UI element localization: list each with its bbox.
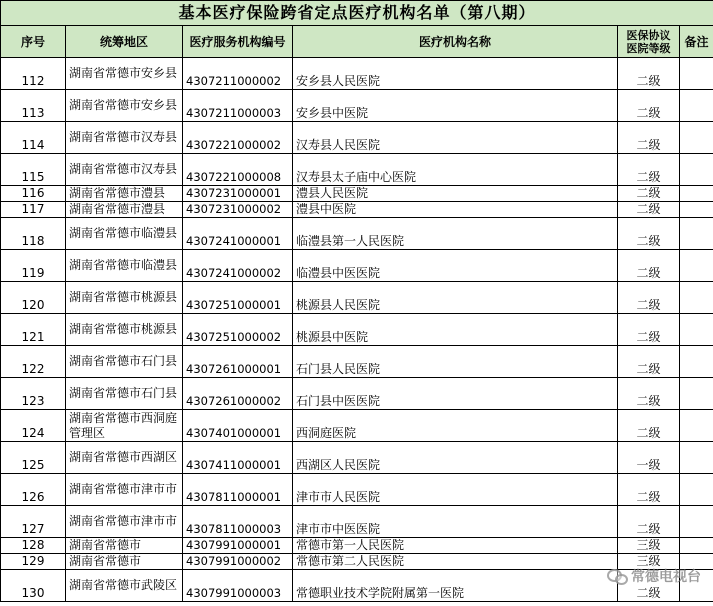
cell-code: 4307251000002 bbox=[183, 314, 293, 346]
cell-region: 湖南省常德市桃源县 bbox=[66, 314, 183, 346]
cell-name: 安乡县中医院 bbox=[293, 90, 618, 122]
cell-region: 湖南省常德市西洞庭管理区 bbox=[66, 410, 183, 442]
table-row bbox=[1, 410, 713, 442]
cell-note bbox=[680, 218, 713, 250]
cell-region: 湖南省常德市 bbox=[66, 538, 183, 554]
watermark-text: 常德电视台 bbox=[631, 569, 701, 585]
cell-region: 湖南省常德市石门县 bbox=[66, 346, 183, 378]
table-row bbox=[1, 154, 713, 186]
cell-name: 桃源县中医院 bbox=[293, 314, 618, 346]
cell-no: 121 bbox=[1, 314, 66, 346]
cell-code: 4307241000002 bbox=[183, 250, 293, 282]
cell-no: 119 bbox=[1, 250, 66, 282]
table-row bbox=[1, 122, 713, 154]
cell-no: 115 bbox=[1, 154, 66, 186]
title-row bbox=[1, 1, 713, 26]
cell-level: 二级 bbox=[618, 218, 680, 250]
cell-level: 二级 bbox=[618, 314, 680, 346]
cell-level: 二级 bbox=[618, 90, 680, 122]
cell-note bbox=[680, 538, 713, 554]
cell-level: 一级 bbox=[618, 442, 680, 474]
cell-code: 4307811000001 bbox=[183, 474, 293, 506]
cell-code: 4307211000002 bbox=[183, 58, 293, 90]
cell-no: 126 bbox=[1, 474, 66, 506]
cell-code: 4307261000002 bbox=[183, 378, 293, 410]
table-row bbox=[1, 58, 713, 90]
cell-level: 二级 bbox=[618, 378, 680, 410]
cell-code: 4307221000002 bbox=[183, 122, 293, 154]
cell-level: 二级 bbox=[618, 506, 680, 538]
cell-note bbox=[680, 410, 713, 442]
cell-no: 130 bbox=[1, 570, 66, 602]
cell-level: 三级 bbox=[618, 538, 680, 554]
cell-name: 临澧县中医医院 bbox=[293, 250, 618, 282]
cell-level: 二级 bbox=[618, 410, 680, 442]
cell-no: 118 bbox=[1, 218, 66, 250]
cell-no: 127 bbox=[1, 506, 66, 538]
table-row bbox=[1, 474, 713, 506]
cell-name: 桃源县人民医院 bbox=[293, 282, 618, 314]
table-row bbox=[1, 378, 713, 410]
cell-code: 4307241000001 bbox=[183, 218, 293, 250]
cell-note bbox=[680, 474, 713, 506]
cell-region: 湖南省常德市 bbox=[66, 554, 183, 570]
cell-name: 常德市第一人民医院 bbox=[293, 538, 618, 554]
cell-level: 二级 bbox=[618, 250, 680, 282]
cell-code: 4307991000002 bbox=[183, 554, 293, 570]
cell-no: 124 bbox=[1, 410, 66, 442]
cell-code: 4307811000003 bbox=[183, 506, 293, 538]
cell-name: 临澧县第一人民医院 bbox=[293, 218, 618, 250]
cell-name: 西洞庭医院 bbox=[293, 410, 618, 442]
header-level-line2: 医院等级 bbox=[626, 41, 671, 55]
cell-region: 湖南省常德市桃源县 bbox=[66, 282, 183, 314]
header-level bbox=[618, 26, 680, 58]
cell-note bbox=[680, 202, 713, 218]
cell-no: 117 bbox=[1, 202, 66, 218]
table-row bbox=[1, 570, 713, 602]
cell-name: 澧县人民医院 bbox=[293, 186, 618, 202]
cell-code: 4307991000001 bbox=[183, 538, 293, 554]
header-no: 序号 bbox=[1, 26, 66, 58]
cell-no: 116 bbox=[1, 186, 66, 202]
cell-region: 湖南省常德市津市市 bbox=[66, 474, 183, 506]
header-row bbox=[1, 26, 713, 58]
cell-name: 津市市中医医院 bbox=[293, 506, 618, 538]
cell-note bbox=[680, 442, 713, 474]
cell-name: 安乡县人民医院 bbox=[293, 58, 618, 90]
cell-no: 120 bbox=[1, 282, 66, 314]
cell-code: 4307991000003 bbox=[183, 570, 293, 602]
cell-no: 125 bbox=[1, 442, 66, 474]
cell-note bbox=[680, 506, 713, 538]
cell-no: 129 bbox=[1, 554, 66, 570]
cell-name: 常德市第二人民医院 bbox=[293, 554, 618, 570]
cell-name: 西湖区人民医院 bbox=[293, 442, 618, 474]
cell-code: 4307251000001 bbox=[183, 282, 293, 314]
cell-note bbox=[680, 346, 713, 378]
cell-level: 二级 bbox=[618, 202, 680, 218]
cell-no: 122 bbox=[1, 346, 66, 378]
table-row bbox=[1, 282, 713, 314]
table-row bbox=[1, 186, 713, 202]
table-row bbox=[1, 314, 713, 346]
cell-name: 澧县中医院 bbox=[293, 202, 618, 218]
cell-name: 石门县人民医院 bbox=[293, 346, 618, 378]
cell-region: 湖南省常德市西湖区 bbox=[66, 442, 183, 474]
cell-level: 二级 bbox=[618, 346, 680, 378]
cell-code: 4307401000001 bbox=[183, 410, 293, 442]
cell-level: 二级 bbox=[618, 58, 680, 90]
cell-region: 湖南省常德市安乡县 bbox=[66, 90, 183, 122]
cell-region: 湖南省常德市临澧县 bbox=[66, 250, 183, 282]
header-region: 统筹地区 bbox=[66, 26, 183, 58]
cell-region: 湖南省常德市澧县 bbox=[66, 202, 183, 218]
cell-note bbox=[680, 58, 713, 90]
table-row bbox=[1, 554, 713, 570]
cell-no: 114 bbox=[1, 122, 66, 154]
table-row bbox=[1, 250, 713, 282]
table-row bbox=[1, 202, 713, 218]
cell-code: 4307261000001 bbox=[183, 346, 293, 378]
cell-level: 二级 bbox=[618, 282, 680, 314]
cell-name: 汉寿县人民医院 bbox=[293, 122, 618, 154]
cell-note bbox=[680, 378, 713, 410]
cell-no: 112 bbox=[1, 58, 66, 90]
cell-level: 二级 bbox=[618, 122, 680, 154]
cell-note bbox=[680, 122, 713, 154]
cell-name: 常德职业技术学院附属第一医院 bbox=[293, 570, 618, 602]
table-row bbox=[1, 90, 713, 122]
cell-no: 113 bbox=[1, 90, 66, 122]
table-row bbox=[1, 538, 713, 554]
cell-no: 123 bbox=[1, 378, 66, 410]
cell-name: 石门县中医医院 bbox=[293, 378, 618, 410]
cell-region: 湖南省常德市津市市 bbox=[66, 506, 183, 538]
cell-note bbox=[680, 570, 713, 602]
cell-note bbox=[680, 186, 713, 202]
table-row bbox=[1, 346, 713, 378]
cell-note bbox=[680, 250, 713, 282]
cell-region: 湖南省常德市汉寿县 bbox=[66, 122, 183, 154]
table-row bbox=[1, 442, 713, 474]
cell-code: 4307411000001 bbox=[183, 442, 293, 474]
cell-note bbox=[680, 282, 713, 314]
cell-region: 湖南省常德市临澧县 bbox=[66, 218, 183, 250]
cell-name: 汉寿县太子庙中心医院 bbox=[293, 154, 618, 186]
cell-region: 湖南省常德市安乡县 bbox=[66, 58, 183, 90]
cell-note bbox=[680, 314, 713, 346]
cell-region: 湖南省常德市石门县 bbox=[66, 378, 183, 410]
header-code: 医疗服务机构编号 bbox=[183, 26, 293, 58]
cell-level: 二级 bbox=[618, 474, 680, 506]
cell-name: 津市市人民医院 bbox=[293, 474, 618, 506]
cell-note bbox=[680, 554, 713, 570]
cell-code: 4307221000008 bbox=[183, 154, 293, 186]
cell-code: 4307211000003 bbox=[183, 90, 293, 122]
cell-level: 二级 bbox=[618, 570, 680, 602]
header-name: 医疗机构名称 bbox=[293, 26, 618, 58]
cell-level: 三级 bbox=[618, 554, 680, 570]
cell-region: 湖南省常德市汉寿县 bbox=[66, 154, 183, 186]
cell-code: 4307231000001 bbox=[183, 186, 293, 202]
table-row bbox=[1, 506, 713, 538]
cell-level: 二级 bbox=[618, 154, 680, 186]
cell-level: 二级 bbox=[618, 186, 680, 202]
header-note: 备注 bbox=[680, 26, 713, 58]
page-title: 基本医疗保险跨省定点医疗机构名单（第八期） bbox=[1, 1, 713, 26]
cell-region: 湖南省常德市澧县 bbox=[66, 186, 183, 202]
cell-region: 湖南省常德市武陵区 bbox=[66, 570, 183, 602]
cell-note bbox=[680, 90, 713, 122]
cell-no: 128 bbox=[1, 538, 66, 554]
header-level-line1: 医保协议 bbox=[626, 28, 671, 42]
cell-code: 4307231000002 bbox=[183, 202, 293, 218]
table-row bbox=[1, 218, 713, 250]
cell-note bbox=[680, 154, 713, 186]
